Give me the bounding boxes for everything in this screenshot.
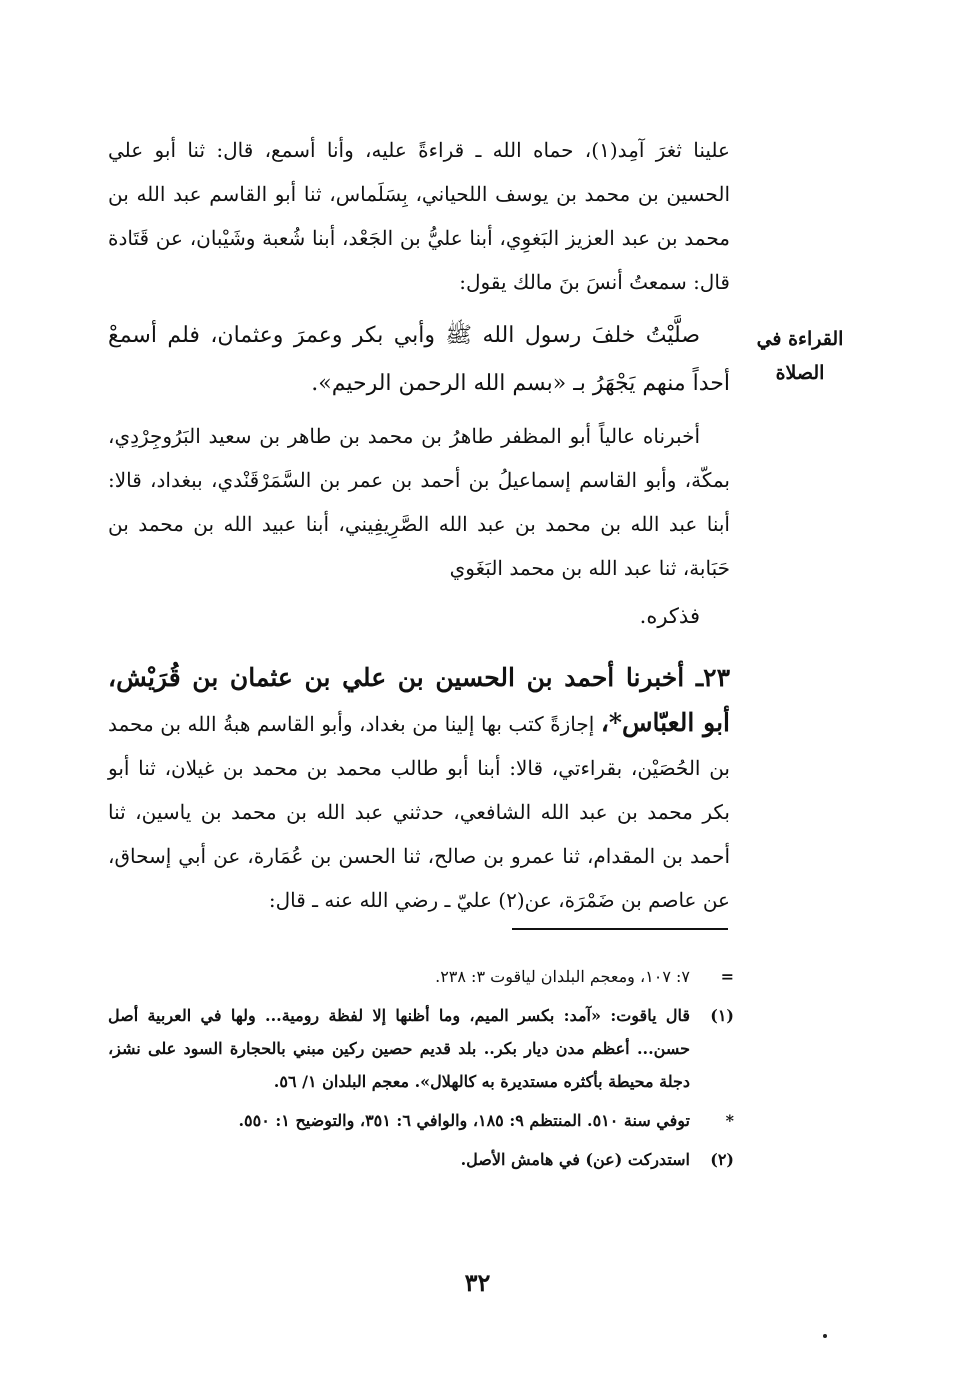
entry-23-heading: ٢٣ـ أخبرنا أحمد بن الحسين بن علي بن عثمان بن قُرَيْش، أبو العبّاس*، (108, 663, 731, 737)
footnote-star (108, 1104, 734, 1137)
footnote-text: توفي سنة ٥١٠. المنتظم ٩: ١٨٥، والوافي ٦: ٣٥١، والتوضيح ١: ٥٥٠. (238, 1111, 690, 1130)
footnote-text: استدركت (عن) في هامش الأصل. (460, 1150, 690, 1169)
side-heading-line-1: القراءة في (756, 328, 844, 350)
footnote-text: قال ياقوت: «آمد: بكسر الميم، وما أظنها إلا لفظة رومية... ولها في العربية أصل حسن... أعظم مدن ديار بكر.. بلد قديم حصين ركين مبني بالحجارة السود على نشز، دجلة محيطة بأكثره مستديرة به كالهلال». معجم البلدان ١/ ٥٦. (108, 1006, 690, 1091)
side-heading-line-2: الصلاة (775, 362, 825, 384)
footnote-marker: = (720, 967, 734, 986)
footnote-1 (108, 999, 734, 1098)
footnote-continuation (108, 960, 734, 993)
scan-speck (823, 1334, 827, 1338)
isnad-paragraph-2: أخبرناه عالياً أبو المظفر طاهرُ بن محمد بن طاهر بن سعيد البَرُوجِرْدِي، بمكّة، وأبو القاسم إسماعيلُ بن أحمد بن عمر بن السَّمَرْقَنْدي، ببغداد، قالا: أبنا عبد الله بن محمد بن عبد الله الصَّرِيفِيني، أبنا عبيد الله بن محمد بن حَبَابة، ثنا عبد الله بن محمد البَغَوي (108, 424, 730, 580)
footnotes (108, 960, 734, 1182)
page-number: ٣٢ (464, 1268, 491, 1297)
footnote-2 (108, 1143, 734, 1176)
side-heading (750, 322, 850, 390)
footnote-separator (512, 928, 728, 930)
footnote-marker: * (725, 1111, 734, 1130)
entry-23-body: إجازةً كتب بها إلينا من بغداد، وأبو القاسم هبةُ الله بن محمد بن الحُصَيْن، بقراءتي، قالا: أبنا أبو طالب محمد بن محمد بن غيلان، ثنا أبو بكر محمد بن عبد الله الشافعي، حدثني عبد الله بن محمد بن ياسين، ثنا أحمد بن المقدام، ثنا عمرو بن صالح، ثنا الحسن بن عُمَارة، عن أبي إسحاق، عن عاصم بن ضَمْرَة، عن(٢) عليّ ـ رضي الله عنه ـ قال: (108, 712, 730, 912)
isnad-paragraph-1: علينا ثغرَ آمِد(١)، حماه الله ـ قراءةً عليه، وأنا أسمع، قال: ثنا أبو علي الحسين بن محمد بن يوسف اللحياني، بِسَلَماس، ثنا أبو القاسم عبد الله بن محمد بن عبد العزيز البَغوِي، أبنا عليُّ بن الجَعْد، أبنا شُعبة وشَيْبان، عن قَتَادة قال: سمعتُ أنسَ بنَ مالك يقول: (108, 138, 730, 294)
entry-23 (108, 656, 730, 922)
footnote-text: ٧: ١٠٧، ومعجم البلدان لياقوت ٣: ٢٣٨. (435, 967, 690, 986)
isnad-paragraph-2-end: فذكره. (639, 604, 700, 628)
footnote-marker: (٢) (710, 1150, 734, 1169)
hadith-text: صلَّيْتُ خلفَ رسول الله ﷺ وأبي بكر وعمرَ وعثمان، فلم أسمعْ أحداً منهم يَجْهَرُ بـ «بسم الله الرحمن الرحيم». (108, 323, 730, 396)
main-text (108, 128, 730, 922)
footnote-marker: (١) (710, 1006, 734, 1025)
